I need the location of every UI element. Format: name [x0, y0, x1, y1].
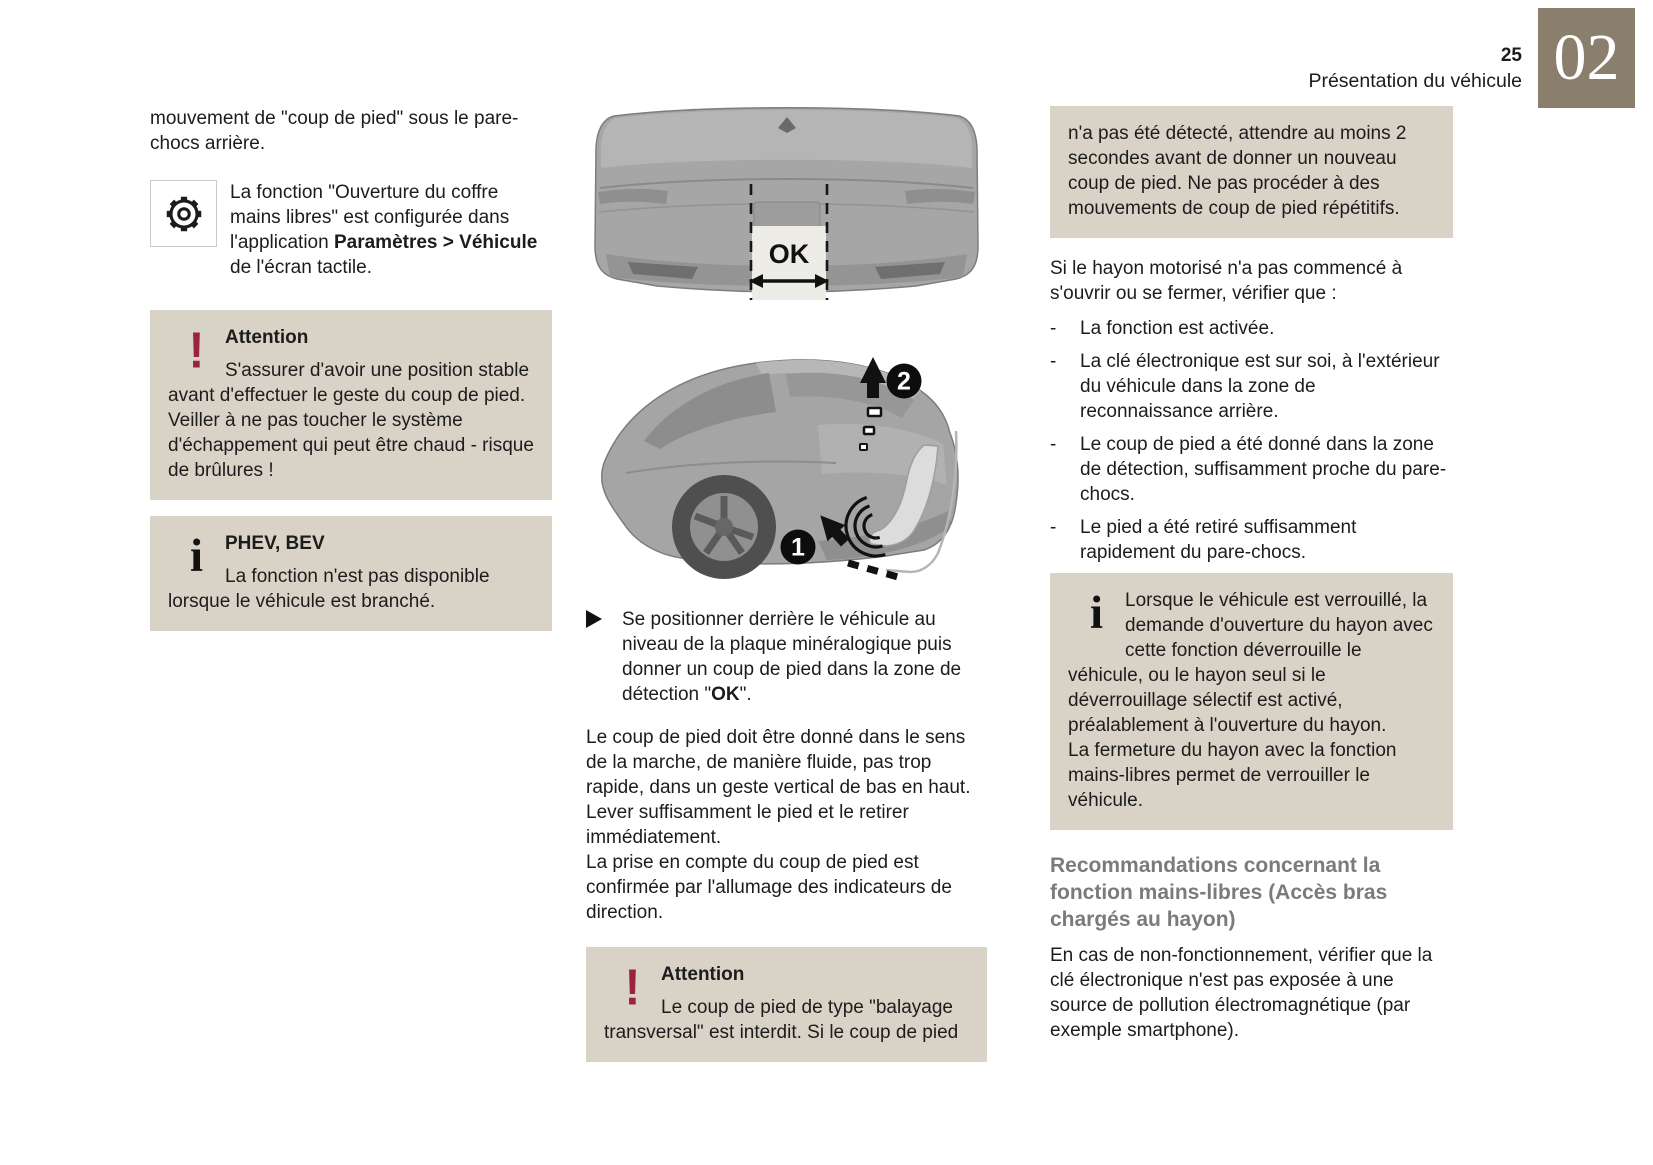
continuation-note-box: [1050, 106, 1453, 238]
intro-paragraph: mouvement de "coup de pied" sous le pare-chocs arrière.: [150, 108, 519, 154]
page-header: [1308, 44, 1522, 94]
dash-icon: -: [1050, 351, 1057, 372]
info-icon: i: [189, 530, 204, 582]
gear-icon: [161, 191, 207, 237]
phev-body: La fonction n'est pas disponible lorsque le véhicule est branché.: [168, 566, 490, 612]
column-left: [150, 106, 552, 631]
figure-kick: [586, 313, 987, 593]
step-text: Se positionner derrière le véhicule au niveau de la plaque minéralogique puis donner un coup de pied dans la zone de détection "OK".: [622, 609, 962, 705]
phev-title: PHEV, BEV: [225, 533, 325, 554]
exclamation-icon: !: [624, 957, 641, 1016]
chapter-badge: [1538, 8, 1635, 108]
page-number: 25: [1500, 45, 1522, 66]
settings-tip: [150, 180, 552, 280]
attention-title: Attention: [225, 327, 309, 348]
kick-paragraph-2: La prise en compte du coup de pied est confirmée par l'allumage des indicateurs de direction.: [586, 852, 952, 923]
car-kick-illustration: [586, 313, 987, 593]
attention-title: Attention: [661, 964, 745, 985]
settings-path: Paramètres > Véhicule: [333, 232, 538, 253]
attention-body: S'assurer d'avoir une position stable avant d'effectuer le geste du coup de pied. Veiller à ne pas toucher le système d'échappement qui peut être chaud - risque de brûlures !: [168, 360, 534, 481]
check-item: - Le coup de pied a été donné dans la zone de détection, suffisamment proche du pare-chocs.: [1050, 434, 1447, 505]
section-title: Présentation du véhicule: [1308, 70, 1522, 92]
closing-paragraph: En cas de non-fonctionnement, vérifier que la clé électronique n'est pas exposée à une source de pollution électromagnétique (par exemple smartphone).: [1050, 945, 1433, 1041]
play-triangle-icon: [586, 610, 602, 628]
check-item: - La clé électronique est sur soi, à l'extérieur du véhicule dans la zone de reconnaissance arrière.: [1050, 351, 1440, 422]
subheading: Recommandations concernant la fonction mains-libres (Accès bras chargés au hayon): [1050, 854, 1388, 931]
check-item: - La fonction est activée.: [1050, 318, 1275, 339]
step-item: [586, 607, 987, 707]
gear-icon-frame: [150, 180, 217, 247]
car-rear-illustration: [586, 96, 987, 303]
dash-icon: -: [1050, 517, 1057, 538]
chapter-number: 02: [1553, 21, 1620, 94]
continuation-note: n'a pas été détecté, attendre au moins 2 secondes avant de donner un nouveau coup de pied. Ne pas procéder à des mouvements de coup de pied répétitifs.: [1068, 123, 1407, 219]
settings-tip-text: La fonction "Ouverture du coffre mains libres" est configurée dans l'application Paramètres > Véhicule de l'écran tactile.: [230, 182, 538, 278]
kick-paragraph-1: Le coup de pied doit être donné dans le sens de la marche, de manière fluide, pas trop rapide, dans un geste vertical de bas en haut. Lever suffisamment le pied et le retirer immédiatement.: [586, 727, 971, 848]
attention-body: Le coup de pied de type "balayage transversal" est interdit. Si le coup de pied: [604, 997, 959, 1043]
dash-icon: -: [1050, 318, 1057, 339]
marker-1-label: 1: [791, 533, 805, 562]
checklist: [1050, 316, 1453, 565]
phev-box: [150, 516, 552, 631]
marker-2-label: 2: [897, 367, 911, 396]
column-right: [1050, 106, 1453, 1043]
info-box-right: [1050, 573, 1453, 830]
info-paragraph-1: Lorsque le véhicule est verrouillé, la demande d'ouverture du hayon avec cette fonction déverrouille le véhicule, ou le hayon seul si le déverrouillage sélectif est activé, préalablement à l'ouverture du hayon.: [1068, 590, 1433, 736]
info-icon: i: [1089, 587, 1104, 639]
exclamation-icon: !: [188, 320, 205, 379]
info-paragraph-2: La fermeture du hayon avec la fonction mains-libres permet de verrouiller le véhicule.: [1068, 740, 1397, 811]
check-item: - Le pied a été retiré suffisamment rapidement du pare-chocs.: [1050, 517, 1357, 563]
check-intro: Si le hayon motorisé n'a pas commencé à s'ouvrir ou se fermer, vérifier que :: [1050, 258, 1403, 304]
detection-zone-label: OK: [768, 239, 810, 269]
figure-rear-view: [586, 96, 987, 303]
attention-box-middle: [586, 947, 987, 1062]
attention-box-left: [150, 310, 552, 500]
column-middle: [586, 96, 987, 1062]
dash-icon: -: [1050, 434, 1057, 455]
